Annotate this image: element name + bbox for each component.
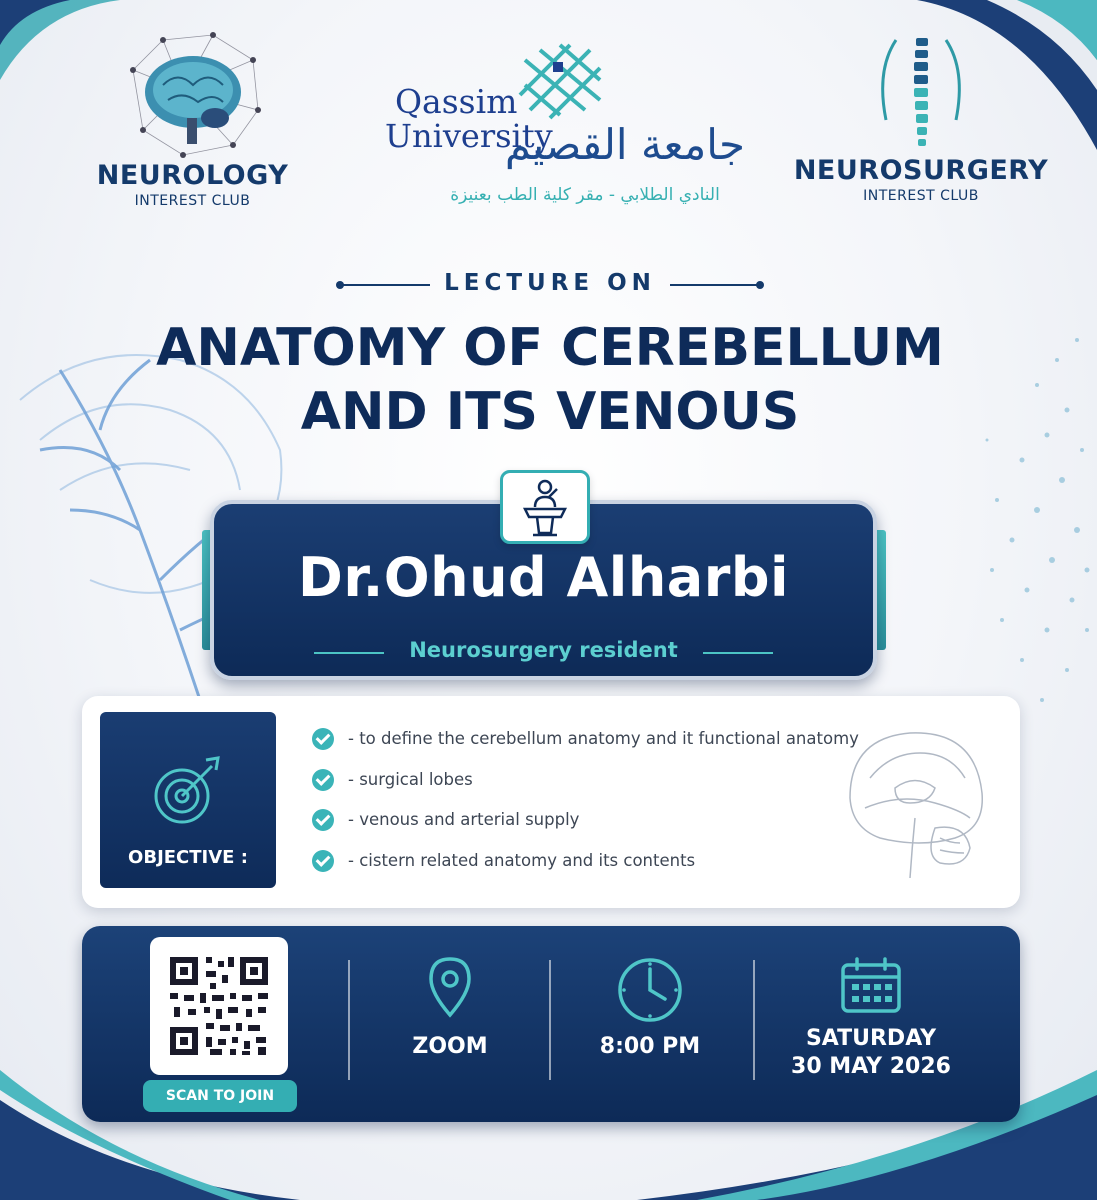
role-line-right [703,652,773,654]
objective-item [312,850,859,891]
lecture-kicker-text: LECTURE ON [444,270,656,296]
event-location-text: ZOOM [412,1034,488,1059]
target-arrow-icon [148,752,228,832]
lecture-title-line1: ANATOMY OF CEREBELLUM [156,318,944,378]
scan-to-join-button[interactable]: SCAN TO JOIN [143,1080,297,1112]
info-divider [753,960,755,1080]
brain-network-icon [123,30,263,160]
sagittal-brain-illustration [840,718,990,883]
check-icon [312,728,334,750]
spine-icon [866,30,976,155]
event-location [370,955,530,1061]
objective-item [312,809,859,850]
check-icon [312,809,334,831]
university-latin-line2: University [385,117,553,155]
neurosurgery-club-logo [786,30,1056,204]
neurosurgery-club-name: NEUROSURGERY [793,155,1049,186]
event-time-text: 8:00 PM [599,1034,701,1059]
neurology-club-name: NEUROLOGY [96,160,289,191]
objective-label-box [100,712,276,888]
location-pin-icon [425,955,475,1019]
event-time [570,955,730,1061]
event-day-text: SATURDAY [805,1026,937,1051]
lecture-title-line2: AND ITS VENOUS [300,382,800,442]
neurology-club-logo [70,30,315,209]
podium-icon-box [500,470,590,544]
event-date-text: 30 MAY 2026 [791,1054,951,1079]
podium-speaker-icon [503,473,587,541]
objective-item-text: - surgical lobes [348,769,473,789]
objective-item [312,769,859,810]
kicker-line-right [670,284,760,286]
lecture-kicker [340,270,760,300]
neurology-club-subtitle: INTEREST CLUB [134,193,251,209]
objective-item-text: - to define the cerebellum anatomy and it functional anatomy [348,729,859,748]
qassim-university-logo [365,40,745,220]
university-arabic-name: جامعة القصيم [504,120,745,169]
objective-item-text: - venous and arterial supply [348,810,580,829]
clock-icon [615,955,685,1025]
speaker-name: Dr.Ohud Alharbi [298,546,789,609]
objective-list [312,728,859,890]
lecture-title [80,316,1020,444]
university-arabic-subtitle: النادي الطلابي - مقر كلية الطب بعنيزة [450,185,720,205]
check-icon [312,769,334,791]
info-divider [549,960,551,1080]
neurosurgery-club-subtitle: INTEREST CLUB [863,188,979,204]
info-divider [348,960,350,1080]
university-latin-line1: Qassim [395,82,518,121]
objective-item-text: - cistern related anatomy and its contents [348,850,696,870]
event-date [776,955,966,1081]
objective-label: OBJECTIVE : [128,847,248,868]
speaker-role: Neurosurgery resident [409,638,678,662]
qr-code-icon [150,937,288,1075]
join-qr-code[interactable] [150,937,288,1075]
speaker-role-row [314,638,773,668]
objective-item [312,728,859,769]
kicker-dot-right [756,281,764,289]
calendar-icon [839,955,903,1015]
check-icon [312,850,334,872]
